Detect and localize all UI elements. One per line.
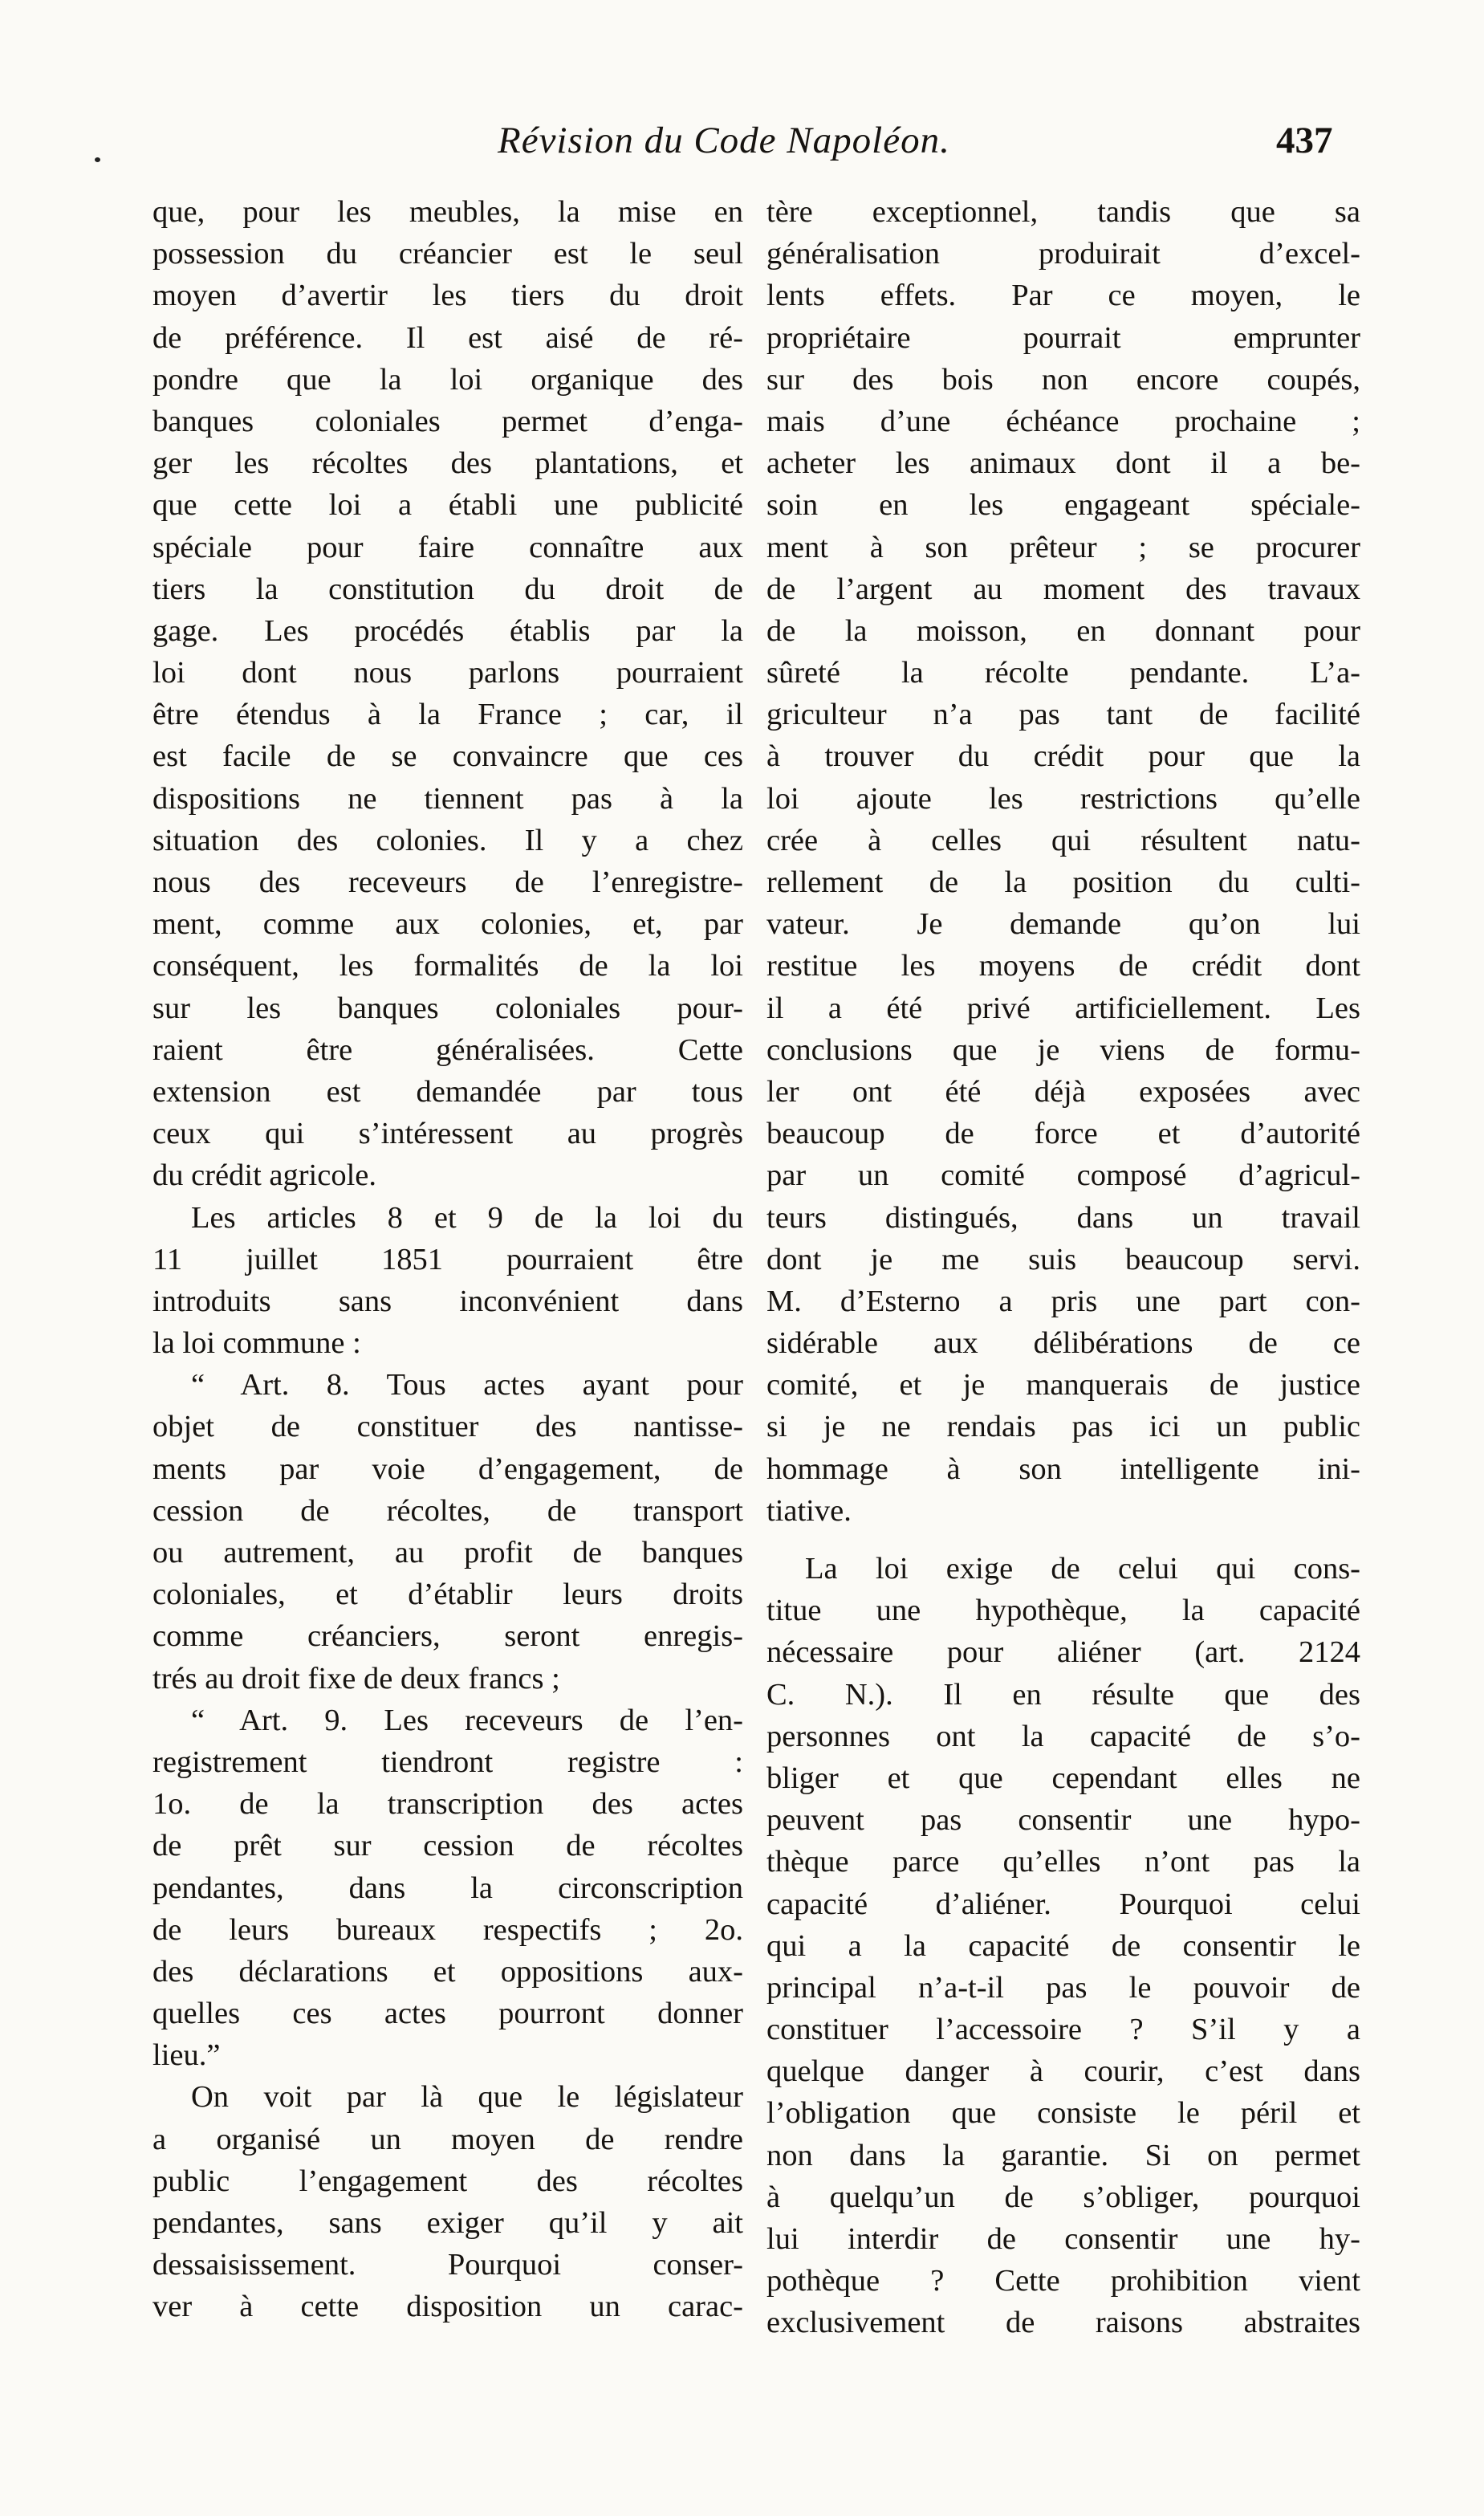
- text-line: possession du créancier est le seul: [152, 237, 743, 271]
- text-line: bliger et que cependant elles ne: [766, 1761, 1360, 1795]
- text-line: il a été privé artificiellement. Les: [766, 991, 1360, 1025]
- text-line: hommage à son intelligente ini-: [766, 1451, 1360, 1486]
- text-line: constituer l’accessoire ? S’il y a: [766, 2013, 1360, 2047]
- text-line: crée à celles qui résultent natu-: [766, 823, 1360, 857]
- text-line: capacité d’aliéner. Pourquoi celui: [766, 1887, 1360, 1921]
- text-line: a organisé un moyen de rendre: [152, 2122, 743, 2156]
- right-text-column: [766, 191, 1360, 2344]
- text-line: coloniales, et d’établir leurs droits: [152, 1578, 743, 1612]
- text-line: peuvent pas consentir une hypo-: [766, 1803, 1360, 1838]
- text-line: ment à son prêteur ; se procurer: [766, 530, 1360, 564]
- text-line: sûreté la récolte pendante. L’a-: [766, 656, 1360, 690]
- text-line: “ Art. 8. Tous actes ayant pour: [191, 1368, 743, 1403]
- text-line: pothèque ? Cette prohibition vient: [766, 2264, 1360, 2298]
- text-line: sur des bois non encore coupés,: [766, 362, 1360, 397]
- text-line: On voit par là que le législateur: [191, 2080, 743, 2115]
- text-line: tiers la constitution du droit de: [152, 572, 743, 606]
- text-line: pendantes, dans la circonscription: [152, 1871, 743, 1905]
- text-line: de prêt sur cession de récoltes: [152, 1829, 743, 1863]
- text-line: quelque danger à courir, c’est dans: [766, 2054, 1360, 2089]
- text-line: sidérable aux délibérations de ce: [766, 1326, 1360, 1361]
- text-line: à trouver du crédit pour que la: [766, 739, 1360, 774]
- text-line: dont je me suis beaucoup servi.: [766, 1242, 1360, 1276]
- text-line: conclusions que je viens de formu-: [766, 1032, 1360, 1067]
- text-line: mais d’une échéance prochaine ;: [766, 404, 1360, 438]
- text-line: l’obligation que consiste le péril et: [766, 2096, 1360, 2131]
- text-line: être étendus à la France ; car, il: [152, 698, 743, 732]
- text-line: comme créanciers, seront enregis-: [152, 1619, 743, 1654]
- text-line: lieu.”: [152, 2038, 221, 2073]
- text-line: ment, comme aux colonies, et, par: [152, 907, 743, 942]
- text-line: des déclarations et oppositions aux-: [152, 1954, 743, 1989]
- text-line: généralisation produirait d’excel-: [766, 237, 1360, 271]
- text-line: sur les banques coloniales pour-: [152, 991, 743, 1025]
- text-line: de préférence. Il est aisé de ré-: [152, 320, 743, 355]
- text-line: est facile de se convaincre que ces: [152, 739, 743, 774]
- text-line: teurs distingués, dans un travail: [766, 1200, 1360, 1235]
- text-line: lents effets. Par ce moyen, le: [766, 279, 1360, 313]
- text-line: propriétaire pourrait emprunter: [766, 320, 1360, 355]
- text-line: personnes ont la capacité de s’o-: [766, 1719, 1360, 1753]
- text-line: spéciale pour faire connaître aux: [152, 530, 743, 564]
- text-line: extension est demandée par tous: [152, 1074, 743, 1109]
- text-line: conséquent, les formalités de la loi: [152, 949, 743, 983]
- text-line: que cette loi a établi une publicité: [152, 488, 743, 523]
- running-title: Révision du Code Napoléon.: [498, 120, 950, 161]
- text-line: la loi commune :: [152, 1326, 361, 1361]
- text-line: nécessaire pour aliéner (art. 2124: [766, 1635, 1360, 1670]
- page-number: 437: [1276, 120, 1333, 161]
- text-line: trés au droit fixe de deux francs ;: [152, 1661, 560, 1696]
- paragraph-gap: [766, 1532, 1360, 1548]
- left-text-column: [152, 191, 743, 2328]
- running-header: [0, 119, 1484, 175]
- text-line: tère exceptionnel, tandis que sa: [766, 195, 1360, 229]
- text-line: situation des colonies. Il y a chez: [152, 823, 743, 857]
- text-line: comité, et je manquerais de justice: [766, 1368, 1360, 1403]
- text-line: par un comité composé d’agricul-: [766, 1158, 1360, 1193]
- text-line: dessaisissement. Pourquoi conser-: [152, 2248, 743, 2282]
- text-line: ou autrement, au profit de banques: [152, 1536, 743, 1569]
- text-line: rellement de la position du culti-: [766, 865, 1360, 899]
- text-line: que, pour les meubles, la mise en: [152, 195, 743, 229]
- text-line: beaucoup de force et d’autorité: [766, 1117, 1360, 1151]
- text-line: titue une hypothèque, la capacité: [766, 1594, 1360, 1628]
- text-line: “ Art. 9. Les receveurs de l’en-: [191, 1703, 743, 1737]
- text-line: loi dont nous parlons pourraient: [152, 656, 743, 690]
- text-line: exclusivement de raisons abstraites: [766, 2306, 1360, 2340]
- text-line: tiative.: [766, 1493, 852, 1528]
- text-line: restitue les moyens de crédit dont: [766, 949, 1360, 983]
- text-line: lui interdir de consentir une hy-: [766, 2222, 1360, 2256]
- text-line: ceux qui s’intéressent au progrès: [152, 1117, 743, 1151]
- text-line: griculteur n’a pas tant de facilité: [766, 698, 1360, 732]
- text-line: objet de constituer des nantisse-: [152, 1410, 743, 1444]
- text-line: thèque parce qu’elles n’ont pas la: [766, 1845, 1360, 1879]
- text-line: qui a la capacité de consentir le: [766, 1928, 1360, 1963]
- text-line: 11 juillet 1851 pourraient être: [152, 1242, 743, 1276]
- text-line: banques coloniales permet d’enga-: [152, 404, 743, 438]
- text-line: ments par voie d’engagement, de: [152, 1451, 743, 1486]
- text-line: pendantes, sans exiger qu’il y ait: [152, 2206, 743, 2240]
- text-line: non dans la garantie. Si on permet: [766, 2138, 1360, 2172]
- text-line: principal n’a-t-il pas le pouvoir de: [766, 1970, 1360, 2005]
- text-line: loi ajoute les restrictions qu’elle: [766, 781, 1360, 816]
- text-line: pondre que la loi organique des: [152, 362, 743, 397]
- text-line: Les articles 8 et 9 de la loi du: [191, 1200, 743, 1235]
- text-line: moyen d’avertir les tiers du droit: [152, 279, 743, 313]
- text-line: si je ne rendais pas ici un public: [766, 1410, 1360, 1444]
- text-line: C. N.). Il en résulte que des: [766, 1677, 1360, 1712]
- text-line: cession de récoltes, de transport: [152, 1493, 743, 1528]
- text-line: ler ont été déjà exposées avec: [766, 1074, 1360, 1109]
- text-line: gage. Les procédés établis par la: [152, 613, 743, 648]
- text-line: La loi exige de celui qui cons-: [805, 1552, 1360, 1586]
- text-line: dispositions ne tiennent pas à la: [152, 781, 743, 816]
- text-line: ger les récoltes des plantations, et: [152, 446, 743, 481]
- text-line: du crédit agricole.: [152, 1158, 376, 1193]
- text-line: vateur. Je demande qu’on lui: [766, 907, 1360, 942]
- text-line: quelles ces actes pourront donner: [152, 1997, 743, 2031]
- text-line: raient être généralisées. Cette: [152, 1032, 743, 1067]
- text-line: 1o. de la transcription des actes: [152, 1787, 743, 1822]
- text-line: ver à cette disposition un carac-: [152, 2290, 743, 2324]
- text-line: à quelqu’un de s’obliger, pourquoi: [766, 2180, 1360, 2214]
- text-line: M. d’Esterno a pris une part con-: [766, 1284, 1360, 1318]
- ink-speck: [95, 157, 100, 162]
- text-line: de la moisson, en donnant pour: [766, 613, 1360, 648]
- text-line: soin en les engageant spéciale-: [766, 488, 1360, 523]
- text-line: de leurs bureaux respectifs ; 2o.: [152, 1912, 743, 1947]
- text-line: registrement tiendront registre :: [152, 1745, 743, 1779]
- text-line: de l’argent au moment des travaux: [766, 572, 1360, 606]
- text-line: introduits sans inconvénient dans: [152, 1284, 743, 1318]
- text-line: acheter les animaux dont il a be-: [766, 446, 1360, 481]
- text-line: nous des receveurs de l’enregistre-: [152, 865, 743, 899]
- text-line: public l’engagement des récoltes: [152, 2164, 743, 2198]
